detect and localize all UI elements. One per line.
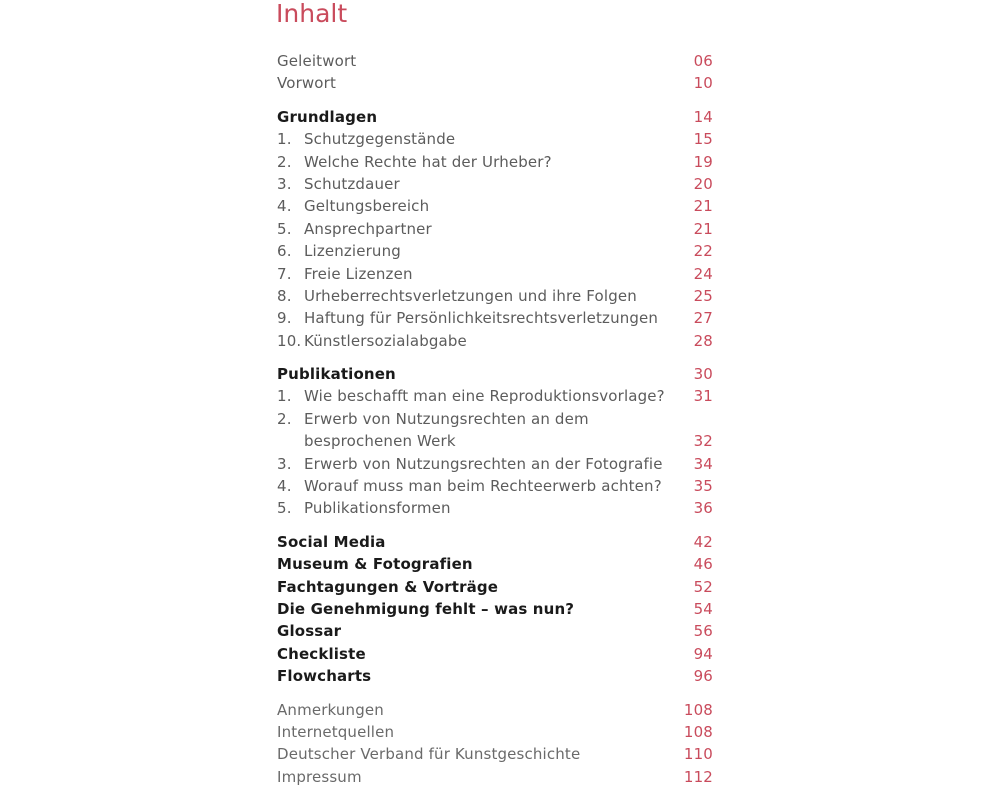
toc-entry-number: 3. <box>277 454 292 473</box>
toc-page-number: 32 <box>693 432 713 451</box>
toc-page-number: 42 <box>693 532 713 551</box>
toc-entry-continuation[interactable] <box>277 430 713 452</box>
toc-entry-number: 3. <box>277 174 292 193</box>
toc-entry-number: 6. <box>277 242 292 261</box>
toc-entry-label: Wie beschafft man eine Reproduktionsvorlage? <box>304 387 665 406</box>
toc-page-number: 108 <box>683 700 713 719</box>
toc-page-number: 54 <box>693 599 713 618</box>
toc-entry[interactable] <box>277 408 713 430</box>
toc-chapter-checkliste[interactable] <box>277 643 713 665</box>
toc-page-number: 31 <box>693 387 713 406</box>
toc-entry[interactable] <box>277 218 713 240</box>
toc-page-number: 36 <box>693 499 713 518</box>
toc-page-number: 14 <box>693 107 713 126</box>
toc-entry[interactable] <box>277 497 713 519</box>
toc-chapter-social-media[interactable] <box>277 531 713 553</box>
toc-page-number: 112 <box>683 767 713 786</box>
toc-entry-label: Urheberrechtsverletzungen und ihre Folgen <box>304 286 637 305</box>
toc-entry-label: Erwerb von Nutzungsrechten an dem <box>304 409 589 428</box>
toc-page-number: 21 <box>693 197 713 216</box>
toc-entry[interactable] <box>277 240 713 262</box>
toc-entry-number: 5. <box>277 219 292 238</box>
toc-entry-label: Deutscher Verband für Kunstgeschichte <box>277 745 581 764</box>
toc-entry[interactable] <box>277 128 713 150</box>
toc-entry[interactable] <box>277 285 713 307</box>
toc-entry[interactable] <box>277 307 713 329</box>
toc-page-number: 110 <box>683 745 713 764</box>
toc-entry-label: Haftung für Persönlichkeitsrechtsverletzungen <box>304 309 659 328</box>
toc-chapter-label: Flowcharts <box>277 667 372 686</box>
toc-entry-number: 1. <box>277 387 292 406</box>
toc-entry-number: 8. <box>277 286 292 305</box>
toc-chapter-label: Checkliste <box>277 644 366 663</box>
toc-entry-label: Lizenzierung <box>304 242 401 261</box>
toc-page-number: 25 <box>693 286 713 305</box>
toc-chapter-label: Die Genehmigung fehlt – was nun? <box>277 599 575 618</box>
toc-entry-label-continued: besprochenen Werk <box>304 432 456 451</box>
page-title: Inhalt <box>276 0 348 28</box>
toc-page-number: 19 <box>693 152 713 171</box>
toc-chapter-label: Fachtagungen & Vorträge <box>277 577 499 596</box>
toc-entry-label: Geltungsbereich <box>304 197 430 216</box>
toc-entry-label: Schutzdauer <box>304 174 400 193</box>
toc-entry-label: Freie Lizenzen <box>304 264 413 283</box>
toc-entry-label: Worauf muss man beim Rechteerwerb achten? <box>304 477 662 496</box>
toc-appendix-anmerkungen[interactable] <box>277 699 713 721</box>
toc-entry-label: Internetquellen <box>277 722 395 741</box>
toc-entry-label: Erwerb von Nutzungsrechten an der Fotografie <box>304 454 663 473</box>
toc-page-number: 30 <box>693 365 713 384</box>
toc-page-number: 22 <box>693 242 713 261</box>
toc-page-number: 10 <box>693 74 713 93</box>
toc-page-number: 96 <box>693 667 713 686</box>
toc-chapter-glossar[interactable] <box>277 620 713 642</box>
toc-entry-label: Ansprechpartner <box>304 219 432 238</box>
toc-entry-label: Publikationsformen <box>304 499 451 518</box>
toc-page-number: 108 <box>683 722 713 741</box>
toc-page-number: 94 <box>693 644 713 663</box>
toc-section-heading: Publikationen <box>277 365 396 384</box>
toc-chapter-genehmigung[interactable] <box>277 598 713 620</box>
toc-page-number: 56 <box>693 622 713 641</box>
toc-entry-label: Vorwort <box>277 74 336 93</box>
toc-entry[interactable] <box>277 263 713 285</box>
toc-entry-number: 10. <box>277 331 302 350</box>
toc-section-heading: Grundlagen <box>277 107 378 126</box>
toc-entry-label: Schutzgegenstände <box>304 130 456 149</box>
toc-entry-geleitwort[interactable] <box>277 50 713 72</box>
toc-entry-number: 4. <box>277 477 292 496</box>
toc-entry[interactable] <box>277 385 713 407</box>
toc-page-number: 20 <box>693 174 713 193</box>
table-of-contents <box>277 0 713 788</box>
toc-entry-label: Geleitwort <box>277 52 357 70</box>
toc-entry[interactable] <box>277 173 713 195</box>
toc-entry-number: 1. <box>277 130 292 149</box>
toc-page-number: 34 <box>693 454 713 473</box>
toc-page-number: 52 <box>693 577 713 596</box>
toc-entry-number: 9. <box>277 309 292 328</box>
toc-page-number: 15 <box>693 130 713 149</box>
toc-entry-number: 2. <box>277 409 292 428</box>
toc-entry[interactable] <box>277 475 713 497</box>
toc-chapter-museum[interactable] <box>277 553 713 575</box>
toc-chapter-label: Social Media <box>277 532 386 551</box>
toc-appendix-verband[interactable] <box>277 743 713 765</box>
toc-section-grundlagen[interactable] <box>277 106 713 128</box>
toc-page-number: 24 <box>693 264 713 283</box>
toc-entry-number: 7. <box>277 264 292 283</box>
toc-page-number: 35 <box>693 477 713 496</box>
toc-appendix-internetquellen[interactable] <box>277 721 713 743</box>
toc-page-number: 21 <box>693 219 713 238</box>
toc-entry-label: Anmerkungen <box>277 700 384 719</box>
toc-section-publikationen[interactable] <box>277 363 713 385</box>
toc-entry-label: Welche Rechte hat der Urheber? <box>304 152 552 171</box>
toc-entry[interactable] <box>277 453 713 475</box>
toc-entry[interactable] <box>277 195 713 217</box>
toc-entry-label: Impressum <box>277 767 362 786</box>
toc-chapter-fachtagungen[interactable] <box>277 576 713 598</box>
toc-page-number: 06 <box>693 52 713 70</box>
toc-entry-number: 4. <box>277 197 292 216</box>
toc-chapter-label: Glossar <box>277 622 342 641</box>
toc-entry-number: 5. <box>277 499 292 518</box>
toc-chapter-flowcharts[interactable] <box>277 665 713 687</box>
toc-entry[interactable] <box>277 151 713 173</box>
toc-appendix-impressum[interactable] <box>277 766 713 788</box>
toc-entry-vorwort[interactable] <box>277 72 713 94</box>
toc-chapter-label: Museum & Fotografien <box>277 555 473 574</box>
toc-page-number: 46 <box>693 555 713 574</box>
toc-entry-label: Künstlersozialabgabe <box>304 331 467 350</box>
toc-page-number: 27 <box>693 309 713 328</box>
toc-entry[interactable] <box>277 330 713 352</box>
toc-entry-number: 2. <box>277 152 292 171</box>
toc-page-number: 28 <box>693 331 713 350</box>
